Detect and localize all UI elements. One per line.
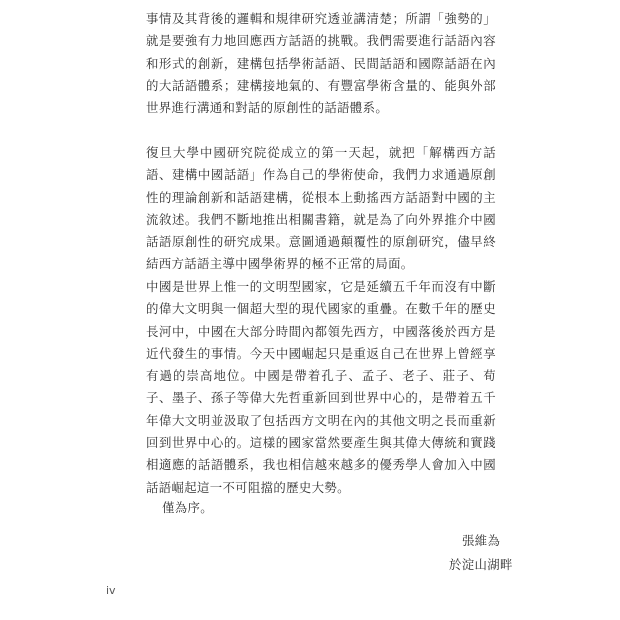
page-number: iv	[106, 584, 116, 597]
paragraph-3: 中國是世界上惟一的文明型國家，它是延續五千年而沒有中斷的偉大文明與一個超大型的現代國家的重疊。在數千年的歷史長河中，中國在大部分時間內都領先西方，中國落後於西方是近代發生的事情。今天中國崛起只是重返自己在世界上曾經享有過的崇高地位。中國是帶着孔子、孟子、老子、莊子、荀子、墨子、孫子等偉大先哲重新回到世界中心的，是帶着五千年偉大文明並汲取了包括西方文明在內的其他文明之長而重新回到世界中心的。這樣的國家當然要產生與其偉大傳統和實踐相適應的話語體系，我也相信越來越多的優秀學人會加入中國話語崛起這一不可阻擋的歷史大勢。	[146, 279, 496, 495]
closing-line: 僅為序。	[162, 500, 213, 515]
signature-place: 於淀山湖畔	[449, 557, 513, 572]
paragraph-2: 復旦大學中國研究院從成立的第一天起，就把「解構西方話語、建構中國話語」作為自己的學術使命，我們力求通過原創性的理論創新和話語建構，從根本上動搖西方話語對中國的主流敘述。我們不斷地推出相關書籍，就是為了向外界推介中國話語原創性的研究成果。意圖通過顛覆性的原創研究，儘早終結西方話語主導中國學術界的極不正常的局面。	[146, 145, 496, 272]
author-signature: 張維為	[462, 533, 501, 548]
paragraph-1: 事情及其背後的邏輯和規律研究透並講清楚；所謂「強勢的」就是要強有力地回應西方話語的挑戰。我們需要進行話語內容和形式的創新，建構包括學術話語、民間話語和國際話語在內的大話語體系；建構接地氣的、有豐富學術含量的、能與外部世界進行溝通和對話的原創性的話語體系。	[146, 11, 496, 116]
